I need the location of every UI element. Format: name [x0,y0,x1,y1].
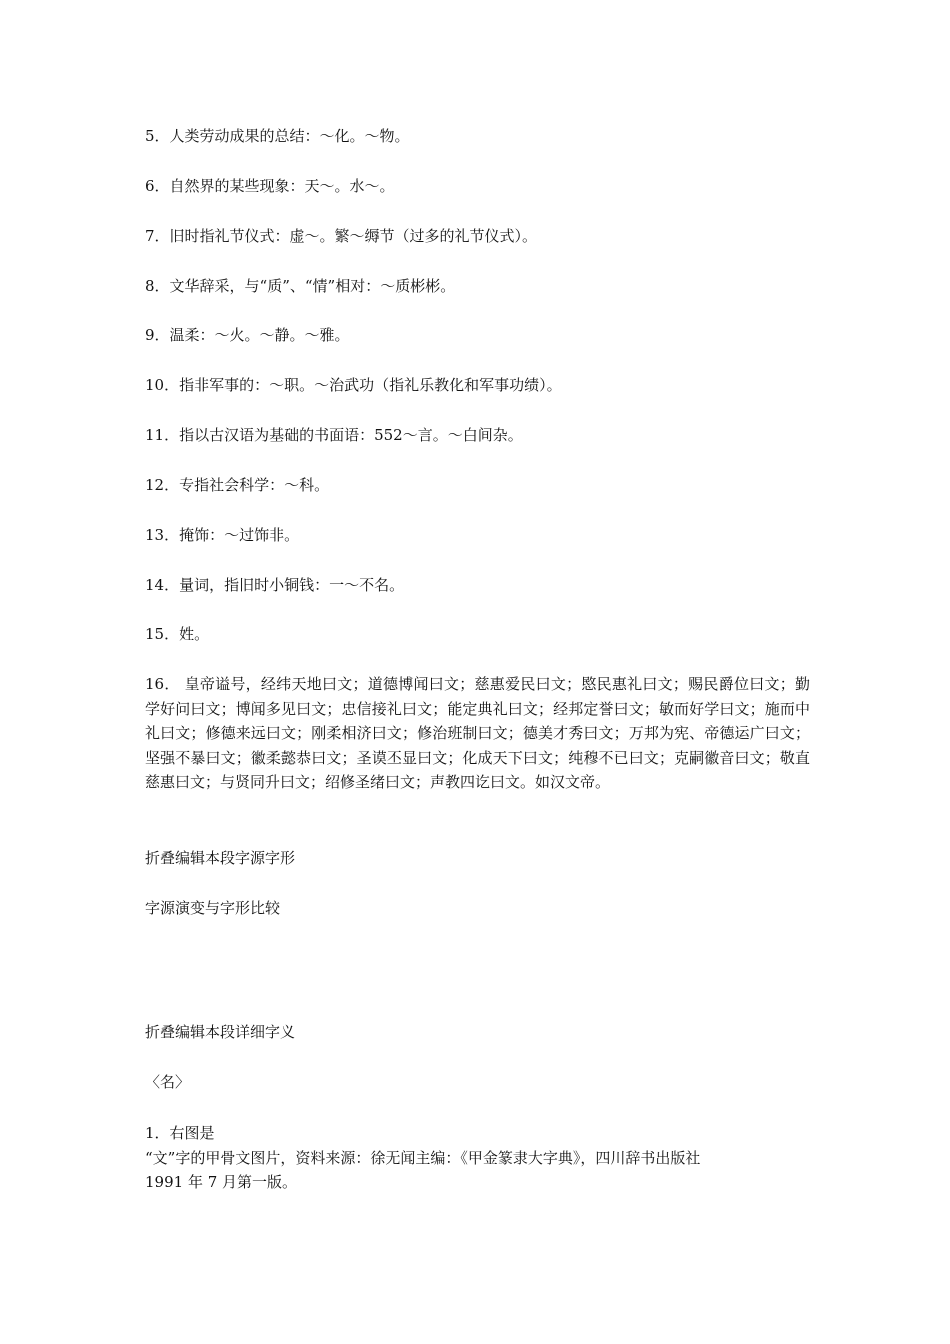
definition-item-6: 6．自然界的某些现象：天～。水～。 [145,177,395,195]
definition-item-16: 16． 皇帝谥号，经纬天地曰文；道德博闻曰文；慈惠爱民曰文；愍民惠礼曰文；赐民爵位曰文；勤学好问曰文；博闻多见曰文；忠信接礼曰文；能定典礼曰文；经邦定誉曰文；敏而好学曰文；施而中礼曰文；修德来远曰文；刚柔相济曰文；修治班制曰文；德美才秀曰文；万邦为宪、帝德运广曰文；坚强不暴曰文；徽柔懿恭曰文；圣谟丕显曰文；化成天下曰文；纯穆不已曰文；克嗣徽音曰文；敬直慈惠曰文；与贤同升曰文；绍修圣绪曰文；声教四讫曰文。如汉文帝。 [145,675,810,791]
part-of-speech-label: 〈名〉 [145,1073,191,1091]
definition-item-12: 12．专指社会科学：～科。 [145,476,330,494]
definition-item-11: 11．指以古汉语为基础的书面语：552～言。～白间杂。 [145,426,523,444]
definition-item-8: 8．文华辞采，与“质”、“情”相对：～质彬彬。 [145,277,456,295]
detail-item-1-line-2: “文”字的甲骨文图片，资料来源：徐无闻主编：《甲金篆隶大字典》，四川辞书出版社 [145,1149,701,1167]
detail-item-1-line-1: 1．右图是 [145,1124,215,1142]
definition-item-13: 13．掩饰：～过饰非。 [145,526,300,544]
section-heading-detail[interactable]: 折叠编辑本段详细字义 [145,1023,296,1041]
section-subheading-source: 字源演变与字形比较 [145,899,281,917]
definition-item-10: 10．指非军事的：～职。～治武功（指礼乐教化和军事功绩）。 [145,376,562,394]
section-heading-source[interactable]: 折叠编辑本段字源字形 [145,849,296,867]
definition-item-7: 7．旧时指礼节仪式：虚～。繁～缛节（过多的礼节仪式）。 [145,227,538,245]
definition-item-9: 9．温柔：～火。～静。～雅。 [145,326,350,344]
definition-item-15: 15．姓。 [145,625,210,643]
definition-item-5: 5．人类劳动成果的总结：～化。～物。 [145,127,410,145]
definition-item-14: 14．量词，指旧时小铜钱：一～不名。 [145,576,405,594]
detail-item-1-line-3: 1991 年 7 月第一版。 [145,1173,298,1191]
